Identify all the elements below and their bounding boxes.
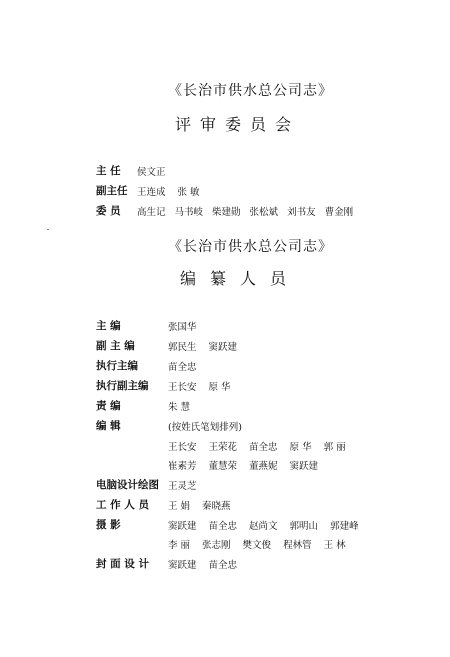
staff-label-executive-editor: 执行主编 <box>96 360 138 372</box>
committee-member-name: 柴建勋 <box>212 207 241 218</box>
subtitle-review-committee: 评审委员会 <box>175 115 301 134</box>
staff-executive-deputy-editor-names <box>168 379 231 393</box>
staff-label-executive-deputy-editor: 执行副主编 <box>96 380 149 392</box>
staff-responsible-editor-name: 朱 慧 <box>168 402 191 413</box>
staff-name: 程林管 <box>283 540 312 551</box>
staff-label-editor-in-chief: 主 编 <box>96 320 121 332</box>
staff-editor-in-chief-name: 张国华 <box>168 322 197 333</box>
staff-label-cover-design: 封 面 设 计 <box>96 558 149 570</box>
staff-name: 窦跃建 <box>289 461 319 472</box>
committee-member-name: 曹金刚 <box>324 207 354 218</box>
staff-name: 李 丽 <box>168 540 191 551</box>
staff-photography-row-2 <box>168 537 346 551</box>
staff-name: 崔素芳 <box>168 461 197 472</box>
staff-name: 王长安 <box>168 382 197 393</box>
staff-deputy-editor-names <box>168 339 237 353</box>
staff-name: 郭民生 <box>168 342 197 353</box>
committee-member-names <box>137 204 353 218</box>
staff-label-responsible-editor: 责 编 <box>96 400 121 412</box>
staff-name: 王 娟 <box>168 501 191 512</box>
staff-name: 张志刚 <box>202 540 231 551</box>
staff-name: 苗全忠 <box>249 442 278 453</box>
staff-name: 窦跃建 <box>208 342 238 353</box>
staff-name: 王荣花 <box>208 442 238 453</box>
committee-member-name: 高生记 <box>137 207 166 218</box>
staff-computer-design-name: 王灵芝 <box>168 481 197 492</box>
committee-label-members: 委 员 <box>96 205 121 217</box>
committee-deputy-name: 张 敏 <box>177 187 200 198</box>
staff-name: 王长安 <box>168 442 197 453</box>
staff-cover-design-names <box>168 557 237 571</box>
committee-member-name: 马书岐 <box>174 207 204 218</box>
staff-editors-note: (按姓氏笔划排列) <box>168 422 242 433</box>
staff-name: 樊文俊 <box>242 540 272 551</box>
committee-member-name: 刘书友 <box>287 207 316 218</box>
staff-editors-row-1 <box>168 439 346 453</box>
staff-label-photography: 摄 影 <box>96 519 121 531</box>
staff-name: 郭 丽 <box>323 442 346 453</box>
staff-name: 苗全忠 <box>208 560 238 571</box>
staff-name: 董慧荣 <box>208 461 238 472</box>
staff-name: 原 华 <box>289 442 312 453</box>
staff-name: 窦跃建 <box>168 560 197 571</box>
committee-deputy-name: 王连成 <box>137 187 166 198</box>
staff-name: 原 华 <box>208 382 231 393</box>
staff-name: 董燕妮 <box>249 461 278 472</box>
title-1: 《长治市供水总公司志》 <box>168 83 333 99</box>
staff-worker-names <box>168 498 231 512</box>
staff-name: 苗全忠 <box>208 521 238 532</box>
staff-name: 郭建峰 <box>330 521 359 532</box>
committee-member-name: 张松斌 <box>249 207 279 218</box>
staff-label-editors: 编 辑 <box>96 420 121 432</box>
staff-label-workers: 工 作 人 员 <box>96 499 149 511</box>
staff-name: 郭明山 <box>289 521 319 532</box>
committee-label-director: 主 任 <box>96 165 121 177</box>
staff-name: 秦晓燕 <box>202 501 231 512</box>
staff-name: 赵尚文 <box>249 521 278 532</box>
staff-name: 窦跃建 <box>168 521 197 532</box>
staff-photography-row-1 <box>168 518 359 532</box>
committee-director-name: 侯文正 <box>137 167 166 178</box>
staff-label-computer-design: 电脑设计绘图 <box>96 479 159 491</box>
staff-name: 王 林 <box>323 540 346 551</box>
committee-deputy-names <box>137 184 200 198</box>
subtitle-compilers: 编纂人员 <box>180 269 301 288</box>
scan-speck <box>47 229 49 230</box>
staff-label-deputy-editor: 副 主 编 <box>96 340 135 352</box>
staff-executive-editor-name: 苗全忠 <box>168 362 197 373</box>
staff-editors-row-2 <box>168 458 318 472</box>
title-2: 《长治市供水总公司志》 <box>168 239 333 255</box>
committee-label-deputy: 副主任 <box>96 185 128 197</box>
